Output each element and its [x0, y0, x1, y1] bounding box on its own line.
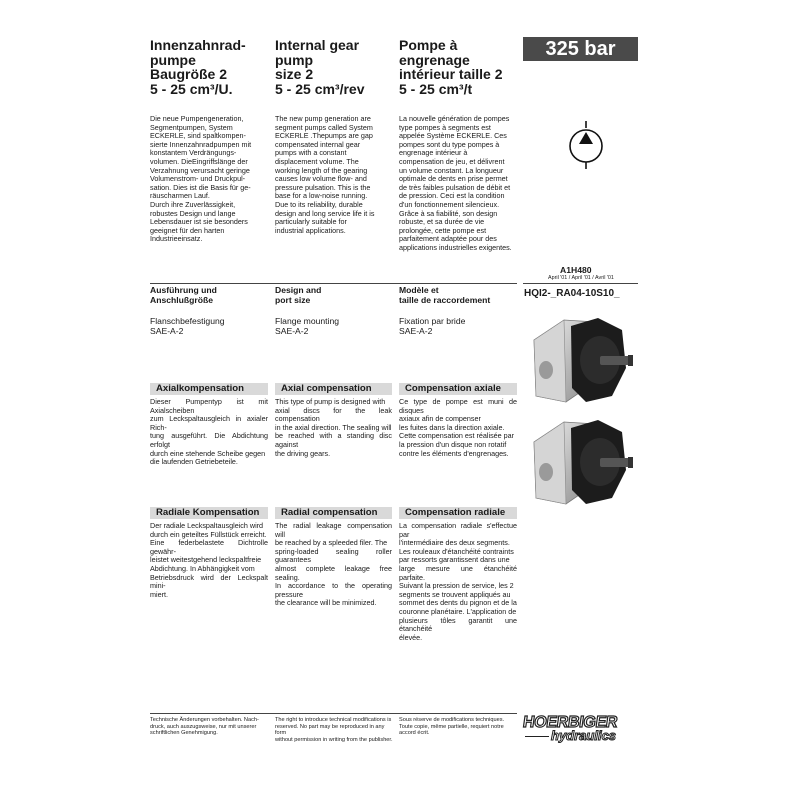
rule-model — [523, 283, 638, 284]
design-title-fr: Modèle et taille de raccordement — [399, 285, 491, 305]
intro-text-fr: La nouvelle génération de pompes type pompes à segments est appelée Système ECKERLE. Ces pompes sont du type pompes à engrenage intérieur à compensation de jeu, et délivrent un volume constant. La longueur optimale de dents en prise permet de très faibles pulsation de débit et de pression. Ceci est la condition d'un fonctionnement silencieux. Grâce à sa fiabilité, son design robuste, et sa durée de vie prolongée, cette pompe est parfaitement adaptée pour des applications industrielles exigentes. — [399, 114, 512, 252]
axial-header-fr: Compensation axiale — [399, 383, 517, 395]
title-fr: Pompe à engrenage intérieur taille 2 5 - 25 cm³/t — [399, 37, 503, 97]
title-de: Innenzahnrad- pumpe Baugröße 2 5 - 25 cm³/U. — [150, 37, 246, 97]
axial-header-en: Axial compensation — [275, 383, 392, 395]
footer-de: Technische Änderungen vorbehalten. Nach- druck, auch auszugsweise, nur mit unserer schriftlichen Genehmigung. — [150, 717, 259, 737]
axial-text-de: Dieser Pumpentyp ist mit Axialscheiben zum Leckspaltausgleich in axialer Rich- tung ausgeführt. Die Abdichtung erfolgt durch eine stehende Scheibe gegen die laufenden Getriebeteile. — [150, 397, 268, 467]
design-text-en: Flange mounting SAE-A-2 — [275, 316, 340, 336]
rule-design — [150, 283, 517, 284]
doc-dates: April '01 / April '01 / Avril '01 — [548, 275, 614, 281]
design-text-fr: Fixation par bride SAE-A-2 — [399, 316, 466, 336]
design-title-de: Ausführung und Anschlußgröße — [150, 285, 217, 305]
footer-fr: Sous réserve de modifications techniques. Toute copie, même partielle, requiert notre accord écrit. — [399, 717, 505, 737]
radial-text-de: Der radiale Leckspaltausgleich wird durch ein geteiltes Füllstück erreicht. Eine federbelastete Dichtrolle gewähr- leistet weitestgehend leckspaltfreie Abdichtung. In Abhängigkeit vom Betriebsdruck wird der Leckspalt mini- miert. — [150, 521, 268, 599]
radial-text-en: The radial leakage compensation will be reached by a spleeded filer. The spring-loaded sealing roller guarantees almost complete leakage free sealing. In accordance to the operating pressure the clearance will be minimized. — [275, 521, 392, 608]
design-title-en: Design and port size — [275, 285, 322, 305]
intro-text-en: The new pump generation are segment pumps called System ECKERLE .Thepumps are gap compensated internal gear pumps with a constant displacement volume. The working length of the gearing causes low volume flow- and pressure pulsation. This is the base for a low-noise running. Due to its reliability, durable design and long service life it is particularly suitable for industrial applications. — [275, 114, 375, 235]
design-text-de: Flanschbefestigung SAE-A-2 — [150, 316, 225, 336]
radial-text-fr: La compensation radiale s'effectue par l'intermédiaire des deux segments. Les rouleaux d'étanchéité contraints par ressorts garantissent dans une large mesure une étanchéité parfaite. Suivant la pression de service, les 2 segments se trouvent appliqués au sommet des dents du pignon et de la couronne planétaire. L'application de plusieurs tôles garantit une étanchéité élevée. — [399, 521, 517, 642]
logo-underline — [525, 736, 549, 737]
title-en: Internal gear pump size 2 5 - 25 cm³/rev — [275, 37, 365, 97]
pump-image-top — [526, 310, 636, 410]
radial-header-de: Radiale Kompensation — [150, 507, 268, 519]
pump-symbol-icon — [561, 121, 611, 171]
axial-text-fr: Ce type de pompe est muni de disques axiaux afin de compenser les fuites dans la direction axiale. Cette compensation est réalisée par la pression d'un disque non rotatif contre les éléments d'engrenages. — [399, 397, 517, 458]
radial-header-en: Radial compensation — [275, 507, 392, 519]
doc-code: A1H480 — [560, 265, 592, 275]
pump-image-bottom — [526, 412, 636, 512]
logo-line2: hydraulics — [551, 728, 617, 743]
logo-line1: HOERBIGER — [521, 714, 619, 731]
intro-text-de: Die neue Pumpengeneration, Segmentpumpen, System ECKERLE, sind spaltkompen- sierte Innenzahnradpumpen mit konstantem Verdrängungs- volumen. DieEingriffslänge der Verzahnung verursacht geringe Volumenstrom- und Druckpul- sation. Dies ist die Basis für ge- räuscharmen Lauf. Durch ihre Zuverlässigkeit, robustes Design und lange Lebensdauer ist sie besonders geeignet für den harten Industrieeinsatz. — [150, 114, 252, 244]
radial-header-fr: Compensation radiale — [399, 507, 517, 519]
axial-header-de: Axialkompensation — [150, 383, 268, 395]
model-code: HQI2-_RA04-10S10_ — [524, 288, 620, 299]
rule-footer — [150, 713, 517, 714]
hoerbiger-logo — [523, 714, 643, 746]
axial-text-en: This type of pump is designed with axial discs for the leak compensation in the axial direction. The sealing will be reached with a standing disc against the driving gears. — [275, 397, 392, 458]
pressure-badge: 325 bar — [523, 37, 638, 61]
footer-en: The right to introduce technical modifications is reserved. No part may be reproduced in any form without permission in writing from the publisher. — [275, 717, 393, 743]
